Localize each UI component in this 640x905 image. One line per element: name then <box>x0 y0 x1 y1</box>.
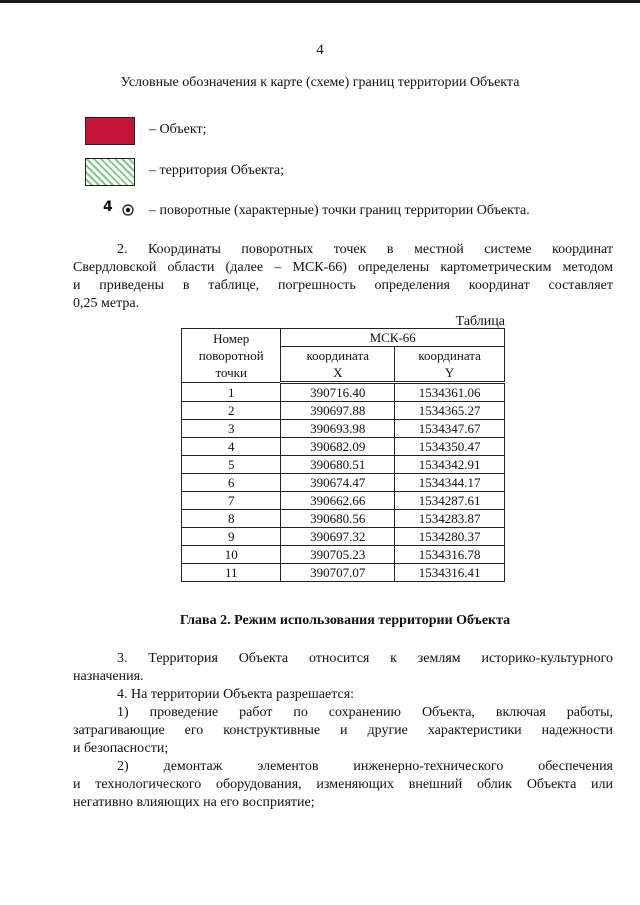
turning-point-icon <box>122 204 134 216</box>
paragraph-3-line-2: назначения. <box>73 669 144 684</box>
cell-x: 390697.88 <box>281 402 395 420</box>
cell-point: 11 <box>182 564 281 582</box>
cell-y: 1534283.87 <box>395 510 505 528</box>
cell-y: 1534361.06 <box>395 383 505 402</box>
table-row <box>182 510 505 528</box>
cell-point: 8 <box>182 510 281 528</box>
cell-point: 4 <box>182 438 281 456</box>
paragraph-4-1-line-3: и безопасности; <box>73 741 169 756</box>
paragraph-3 <box>73 650 613 812</box>
cell-y: 1534316.41 <box>395 564 505 582</box>
legend-item-object <box>85 117 605 145</box>
cell-point: 9 <box>182 528 281 546</box>
legend-item-territory <box>85 158 605 186</box>
paragraph-2-line-4: 0,25 метра. <box>73 296 140 311</box>
cell-point: 10 <box>182 546 281 564</box>
legend-item-object-text: – Объект; <box>149 122 207 137</box>
table-row <box>182 564 505 582</box>
paragraph-4: 4. На территории Объекта разрешается: <box>117 687 355 702</box>
table-row <box>182 438 505 456</box>
table-row <box>182 420 505 438</box>
paragraph-4-1-line-1: 1) проведение работ по сохранению Объекта, включая работы, <box>117 705 613 720</box>
cell-x: 390674.47 <box>281 474 395 492</box>
cell-point: 7 <box>182 492 281 510</box>
coordinates-table <box>181 328 505 582</box>
table-row <box>182 402 505 420</box>
legend-title: Условные обозначения к карте (схеме) границ территории Объекта <box>120 75 520 90</box>
cell-x: 390662.66 <box>281 492 395 510</box>
territory-hatch-swatch <box>85 158 135 186</box>
table-row <box>182 546 505 564</box>
scan-top-edge <box>0 0 640 3</box>
cell-point: 2 <box>182 402 281 420</box>
cell-x: 390680.51 <box>281 456 395 474</box>
header-coord-y: координата Y <box>395 347 505 383</box>
paragraph-4-2-line-2: и технологического оборудования, изменяющих внешний облик Объекта или <box>73 777 613 792</box>
cell-x: 390707.07 <box>281 564 395 582</box>
cell-point: 5 <box>182 456 281 474</box>
paragraph-2-line-1: 2. Координаты поворотных точек в местной системе координат <box>117 242 613 257</box>
paragraph-2-line-2: Свердловской области (далее – МСК-66) определены картометрическим методом <box>73 260 613 275</box>
cell-y: 1534347.67 <box>395 420 505 438</box>
table-row <box>182 528 505 546</box>
paragraph-4-2-line-3: негативно влияющих на его восприятие; <box>73 795 315 810</box>
turning-point-sample-label: 4 <box>103 199 113 215</box>
cell-x: 390693.98 <box>281 420 395 438</box>
table-row <box>182 492 505 510</box>
cell-point: 1 <box>182 383 281 402</box>
cell-y: 1534316.78 <box>395 546 505 564</box>
header-coord-x: координата X <box>281 347 395 383</box>
table-row <box>182 383 505 402</box>
cell-y: 1534344.17 <box>395 474 505 492</box>
cell-point: 6 <box>182 474 281 492</box>
table-row <box>182 456 505 474</box>
table-row <box>182 474 505 492</box>
cell-y: 1534350.47 <box>395 438 505 456</box>
cell-y: 1534342.91 <box>395 456 505 474</box>
cell-x: 390705.23 <box>281 546 395 564</box>
object-red-swatch <box>85 117 135 145</box>
legend-item-turning-point-text: – поворотные (характерные) точки границ территории Объекта. <box>149 203 530 218</box>
cell-point: 3 <box>182 420 281 438</box>
cell-x: 390716.40 <box>281 383 395 402</box>
cell-x: 390680.56 <box>281 510 395 528</box>
legend-item-turning-point <box>85 198 605 226</box>
cell-y: 1534287.61 <box>395 492 505 510</box>
paragraph-4-1-line-2: затрагивающие его конструктивные и другие характеристики надежности <box>73 723 613 738</box>
table-caption: Таблица <box>455 314 505 329</box>
chapter-2-title: Глава 2. Режим использования территории Объекта <box>179 613 511 628</box>
cell-y: 1534365.27 <box>395 402 505 420</box>
paragraph-2-line-3: и приведены в таблице, погрешность определения координат составляет <box>73 278 613 293</box>
header-point-number: Номер поворотной точки <box>182 329 281 383</box>
cell-x: 390682.09 <box>281 438 395 456</box>
cell-x: 390697.32 <box>281 528 395 546</box>
paragraph-3-line-1: 3. Территория Объекта относится к землям историко-культурного <box>117 651 613 666</box>
cell-y: 1534280.37 <box>395 528 505 546</box>
page-number: 4 <box>316 42 324 58</box>
header-msk66: МСК-66 <box>281 329 505 347</box>
legend-item-territory-text: – территория Объекта; <box>149 163 285 178</box>
paragraph-4-2-line-1: 2) демонтаж элементов инженерно-технического обеспечения <box>117 759 613 774</box>
paragraph-2 <box>73 241 613 313</box>
